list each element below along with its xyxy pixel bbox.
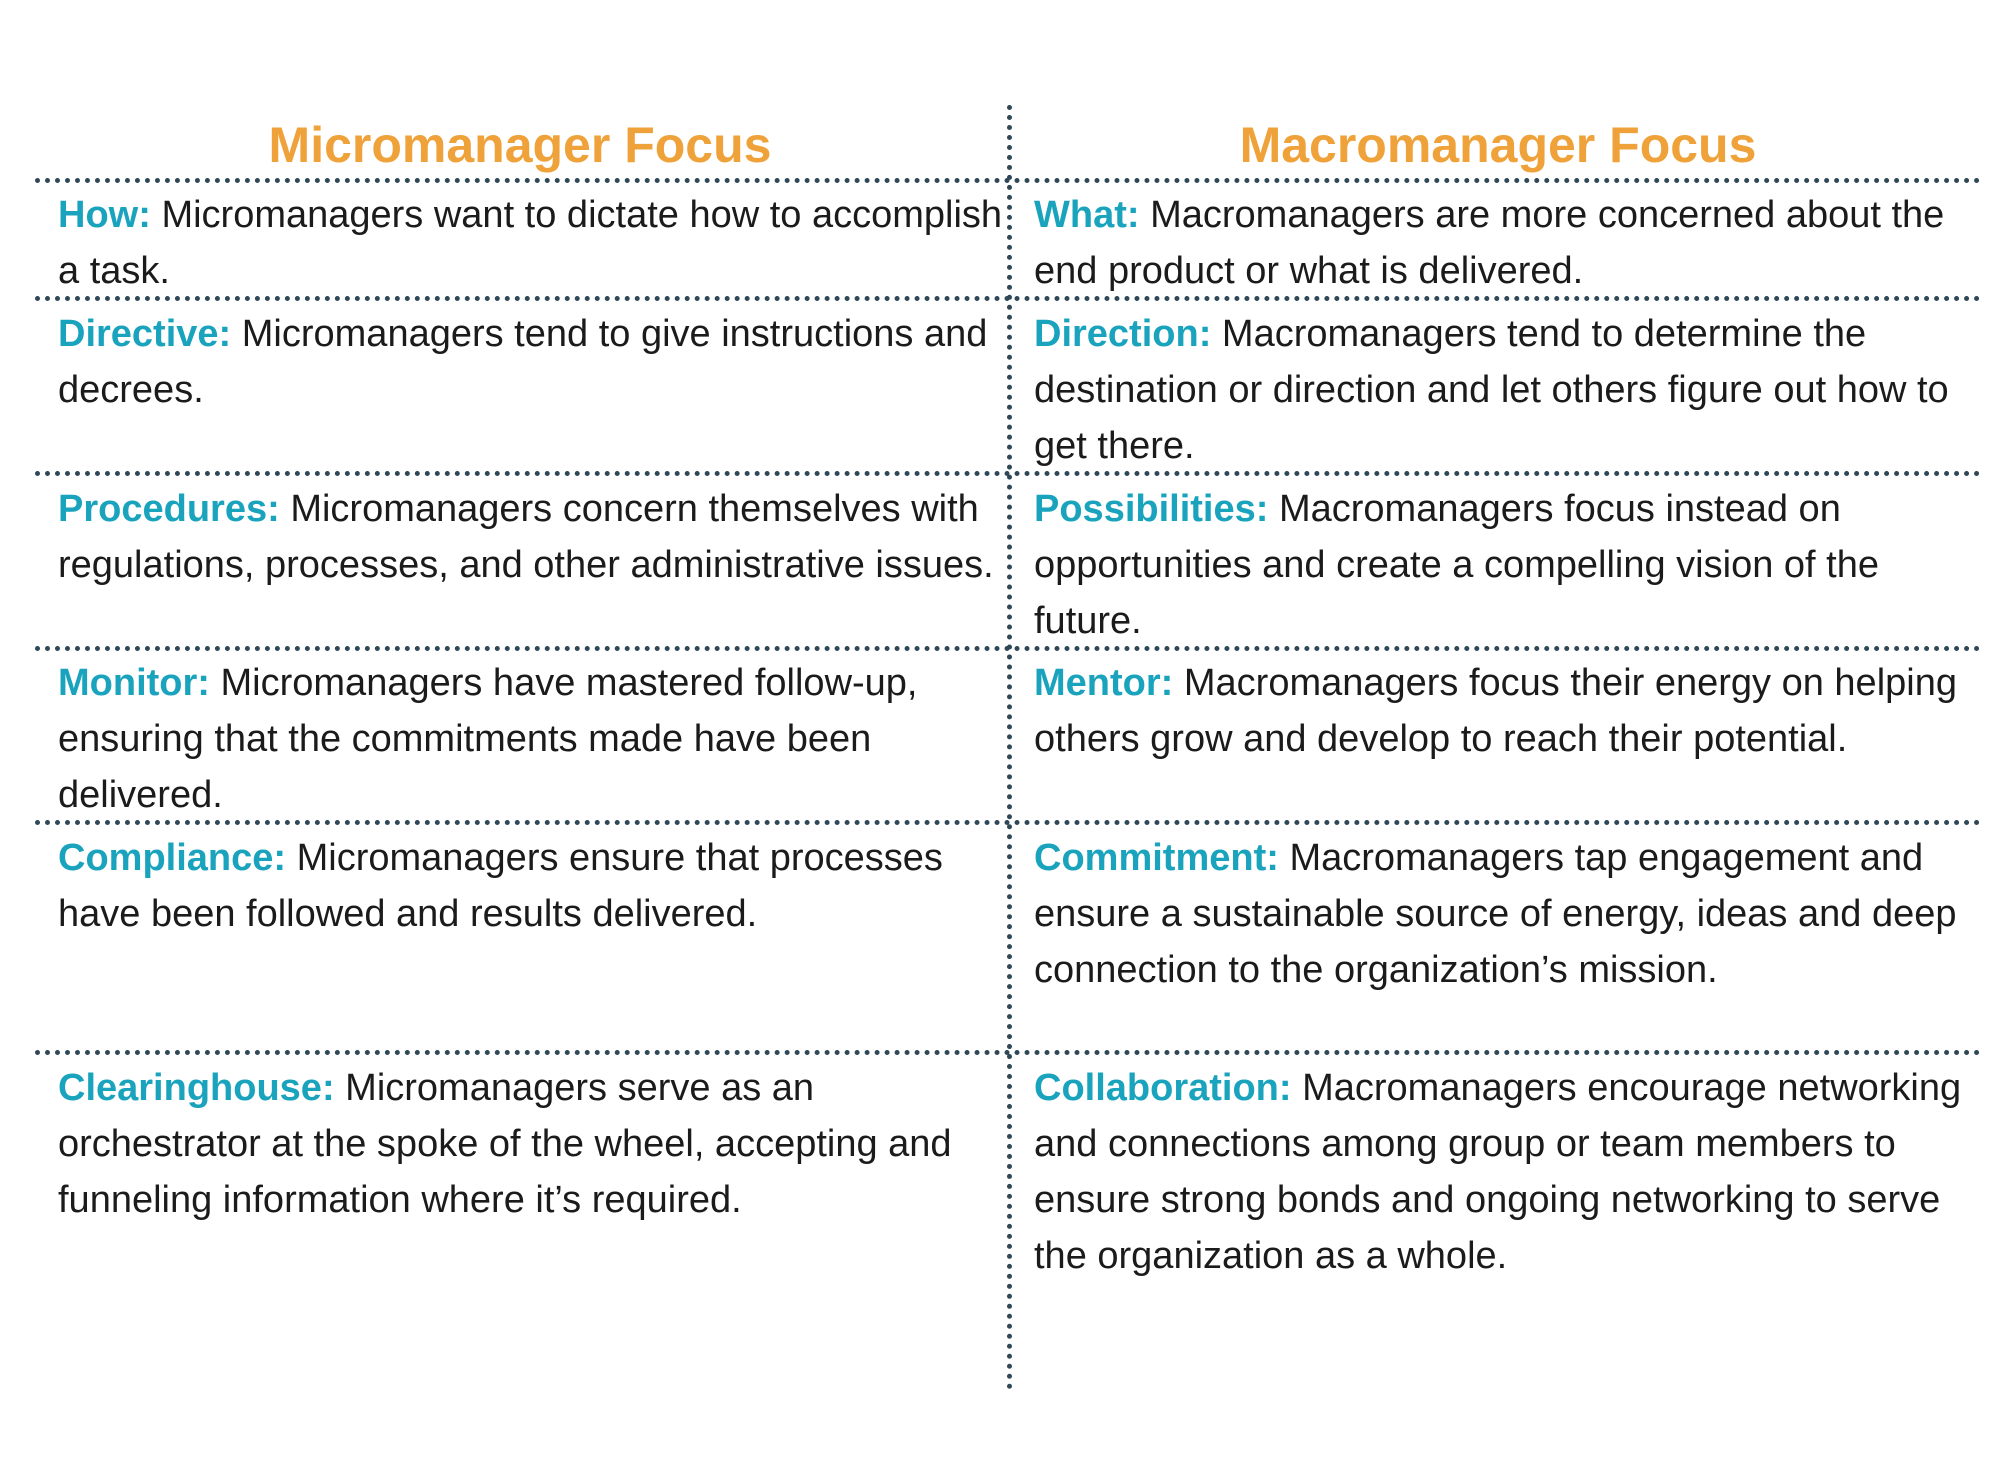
macro-cell-direction [1034,306,1979,474]
term-label: Collaboration: [1034,1067,1292,1109]
macro-cell-commitment [1034,830,1979,998]
description: Macromanagers focus instead on opportunities and create a compelling vision of the future. [1034,488,1879,642]
macro-cell-possibilities [1034,481,1979,649]
term-label: Direction: [1034,313,1212,355]
description: Macromanagers focus their energy on helping others grow and develop to reach their potential. [1034,662,1957,760]
row-divider [35,296,1981,301]
term-label: Monitor: [58,662,210,704]
micro-cell-directive [58,306,1003,418]
description: Micromanagers have mastered follow-up, ensuring that the commitments made have been delivered. [58,662,918,816]
description: Micromanagers ensure that processes have been followed and results delivered. [58,837,943,935]
micro-cell-how [58,187,1003,299]
description: Macromanagers are more concerned about the end product or what is delivered. [1034,194,1945,292]
description: Micromanagers tend to give instructions and decrees. [58,313,988,411]
term-label: Mentor: [1034,662,1174,704]
term-label: What: [1034,194,1140,236]
description: Macromanagers tend to determine the destination or direction and let others figure out how to get there. [1034,313,1949,467]
micro-cell-procedures [58,481,1003,593]
description: Macromanagers tap engagement and ensure a sustainable source of energy, ideas and deep connection to the organization’s mission. [1034,837,1957,991]
term-label: Directive: [58,313,232,355]
description: Micromanagers serve as an orchestrator at the spoke of the wheel, accepting and funneling information where it’s required. [58,1067,952,1221]
row-divider [35,820,1981,825]
macromanager-header: Macromanager Focus [1239,117,1757,173]
description: Macromanagers encourage networking and connections among group or team members to ensure strong bonds and ongoing networking to serve the organization as a whole. [1034,1067,1962,1277]
row-divider [35,471,1981,476]
micro-cell-monitor [58,655,1003,823]
term-label: Possibilities: [1034,488,1269,530]
term-label: Commitment: [1034,837,1279,879]
description: Micromanagers concern themselves with regulations, processes, and other administrative issues. [58,488,994,586]
macro-cell-mentor [1034,655,1979,767]
term-label: Clearinghouse: [58,1067,335,1109]
micro-cell-clearinghouse [58,1060,1003,1228]
term-label: Compliance: [58,837,287,879]
term-label: How: [58,194,151,236]
row-divider [35,646,1981,651]
macro-cell-what [1034,187,1979,299]
micro-cell-compliance [58,830,1003,942]
row-divider [35,178,1981,183]
term-label: Procedures: [58,488,280,530]
macro-cell-collaboration [1034,1060,1979,1284]
micromanager-header: Micromanager Focus [268,117,772,173]
description: Micromanagers want to dictate how to accomplish a task. [58,194,1003,292]
row-divider [35,1050,1981,1055]
